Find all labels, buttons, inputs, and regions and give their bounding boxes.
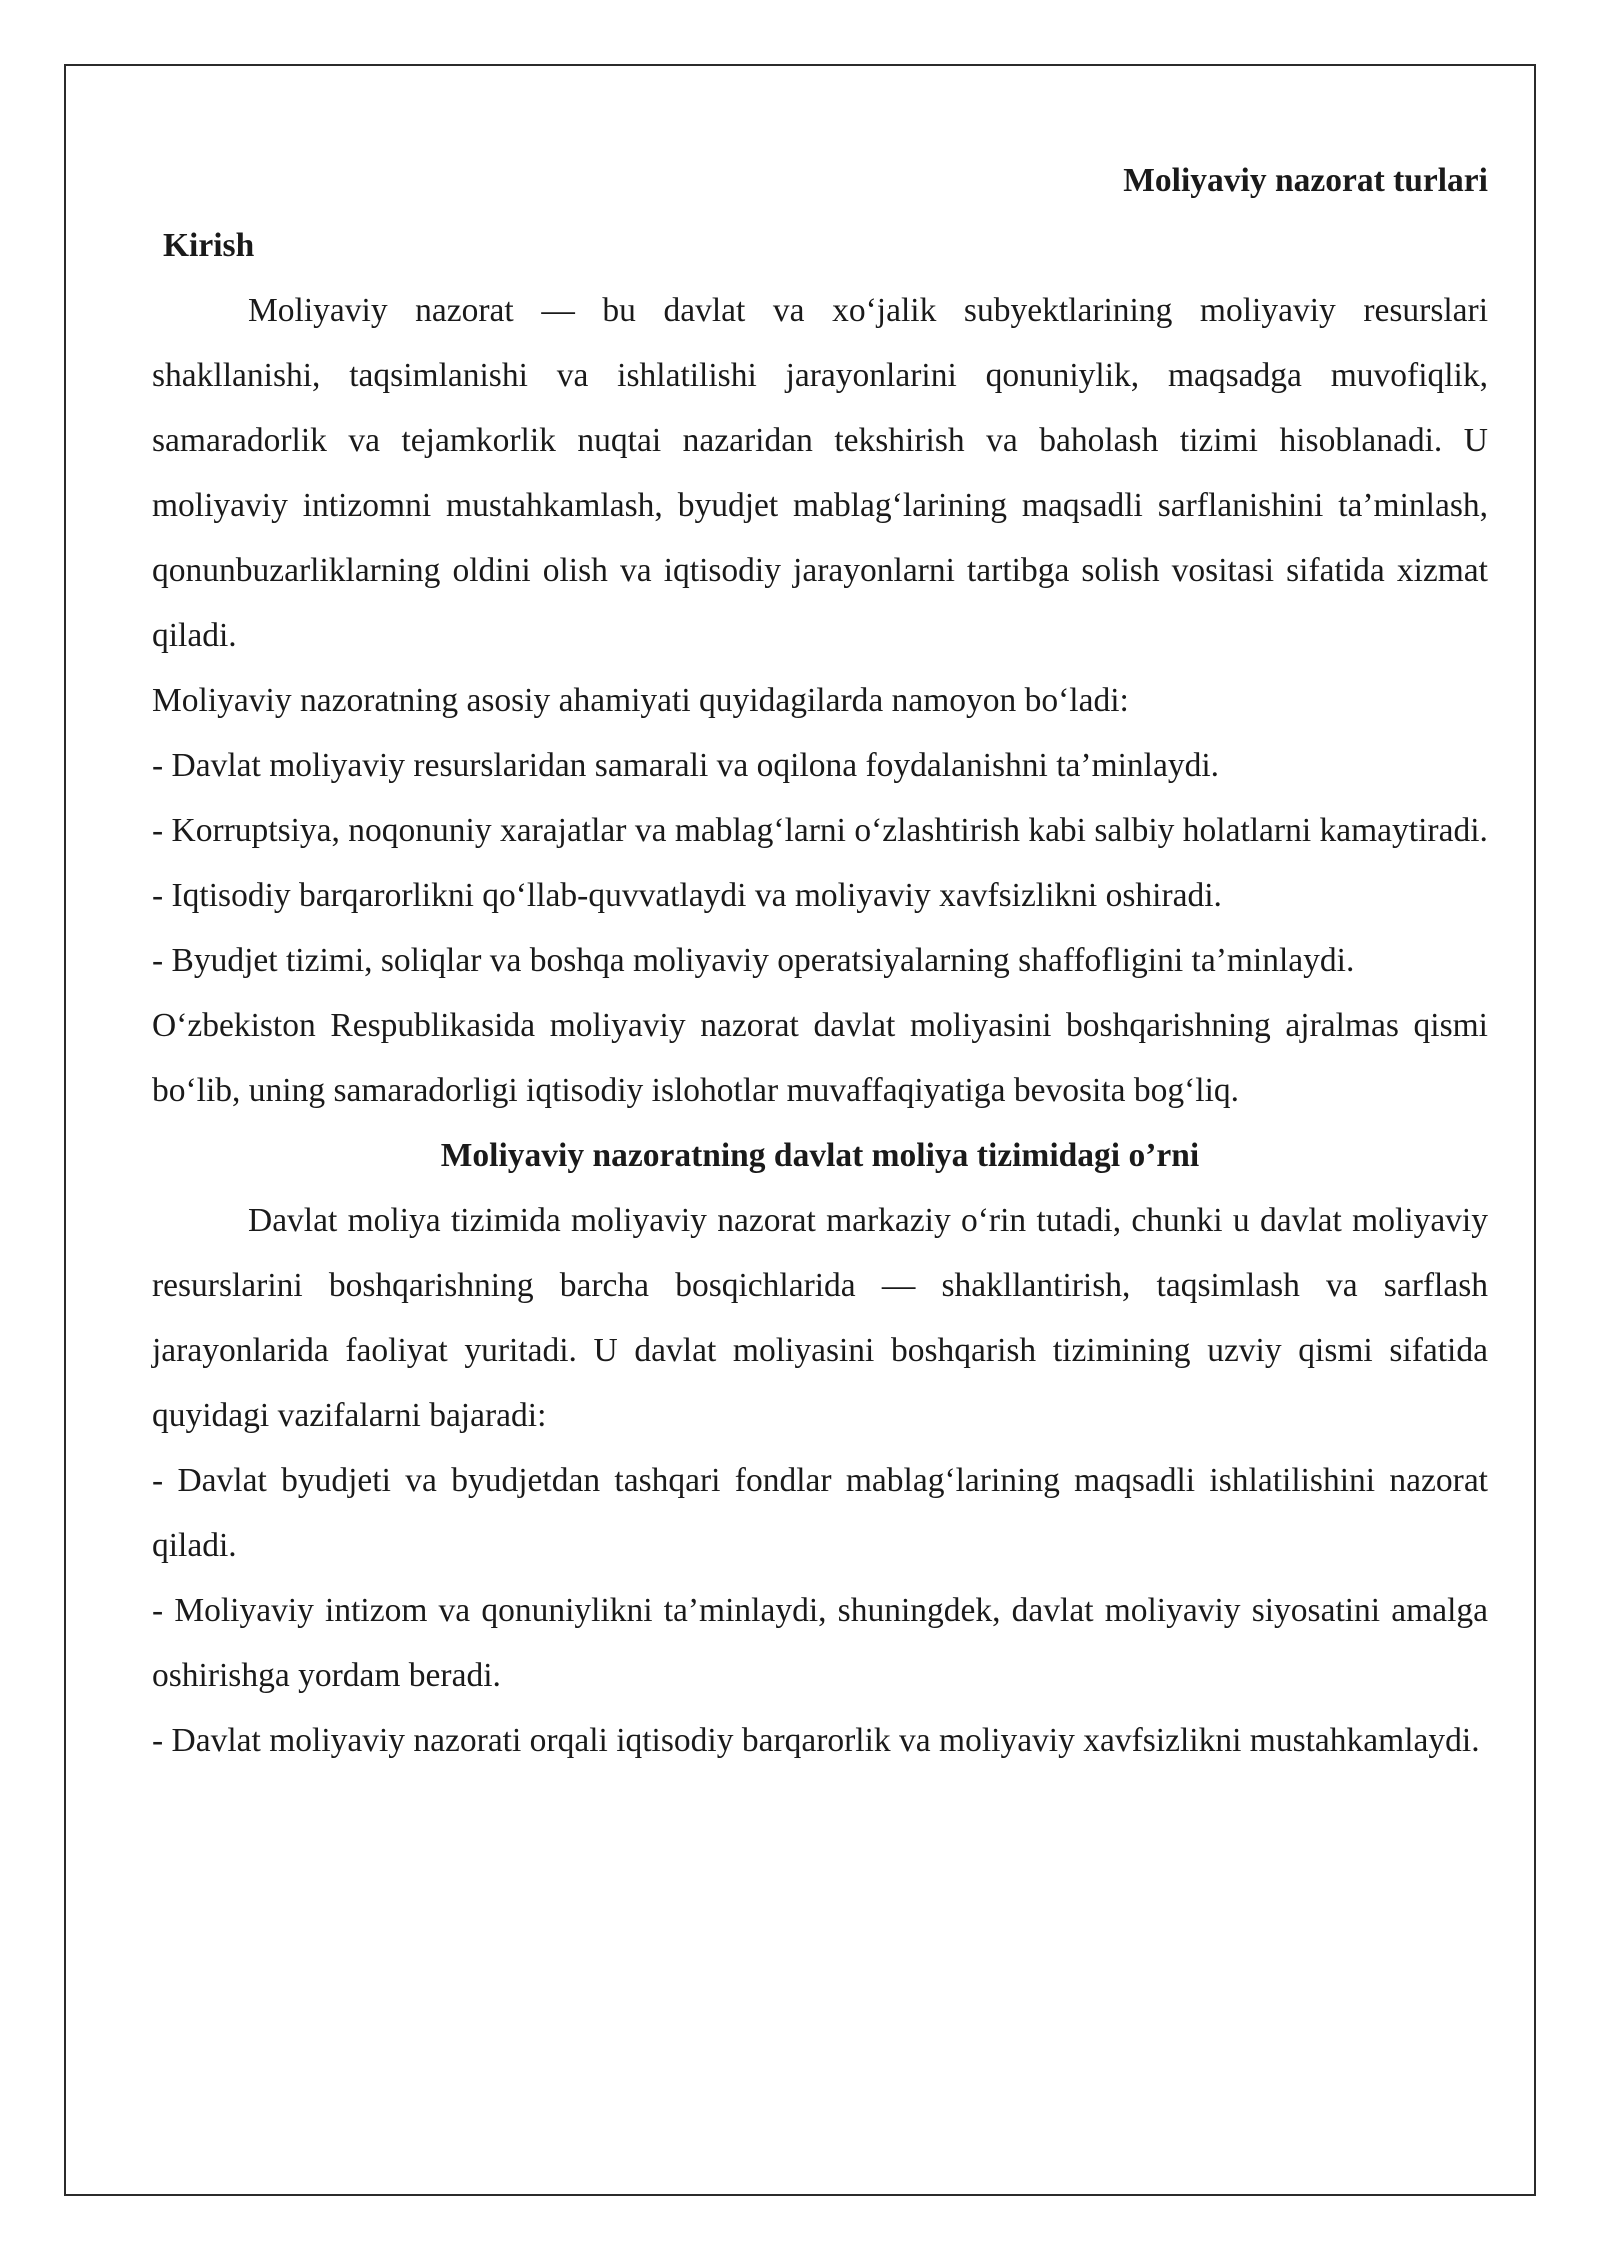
list-item: - Iqtisodiy barqarorlikni qo‘llab-quvvatlaydi va moliyaviy xavfsizlikni oshiradi. xyxy=(152,877,1222,914)
document-body xyxy=(152,148,1488,1773)
importance-lead: Moliyaviy nazoratning asosiy ahamiyati quyidagilarda namoyon bo‘ladi: xyxy=(152,682,1129,719)
section-paragraph: Davlat moliya tizimida moliyaviy nazorat markaziy o‘rin tutadi, chunki u davlat moliyaviy resurslarini boshqarishning barcha bosqichlarida — shakllantirish, taqsimlash va sarflash jarayonlarida faoliyat yuritadi. U davlat moliyasini boshqarish tizimining uzviy qismi sifatida quyidagi vazifalarni bajaradi: xyxy=(152,1202,1488,1434)
document-title: Moliyaviy nazorat turlari xyxy=(1123,162,1488,199)
list-item: - Moliyaviy intizom va qonuniylikni ta’minlaydi, shuningdek, davlat moliyaviy siyosatini amalga oshirishga yordam beradi. xyxy=(152,1592,1488,1694)
section-heading: Moliyaviy nazoratning davlat moliya tizimidagi o’rni xyxy=(440,1137,1200,1174)
list-item: - Davlat moliyaviy resurslaridan samarali va oqilona foydalanishni ta’minlaydi. xyxy=(152,747,1220,784)
intro-heading: Kirish xyxy=(163,227,255,264)
list-item: - Davlat byudjeti va byudjetdan tashqari fondlar mablag‘larining maqsadli ishlatilishini nazorat qiladi. xyxy=(152,1462,1488,1564)
intro-paragraph: Moliyaviy nazorat — bu davlat va xo‘jalik subyektlarining moliyaviy resurslari shakllanishi, taqsimlanishi va ishlatilishi jarayonlarini qonuniylik, maqsadga muvofiqlik, samaradorlik va tejamkorlik nuqtai nazaridan tekshirish va baholash tizimi hisoblanadi. U moliyaviy intizomni mustahkamlash, byudjet mablag‘larining maqsadli sarflanishini ta’minlash, qonunbuzarliklarning oldini olish va iqtisodiy jarayonlarni tartibga solish vositasi sifatida xizmat qiladi. xyxy=(152,292,1488,654)
list-item: - Byudjet tizimi, soliqlar va boshqa moliyaviy operatsiyalarning shaffofligini ta’minlaydi. xyxy=(152,942,1355,979)
uzbekistan-paragraph: O‘zbekiston Respublikasida moliyaviy nazorat davlat moliyasini boshqarishning ajralmas qismi bo‘lib, uning samaradorligi iqtisodiy islohotlar muvaffaqiyatiga bevosita bog‘liq. xyxy=(152,1007,1488,1109)
list-item: - Davlat moliyaviy nazorati orqali iqtisodiy barqarorlik va moliyaviy xavfsizlikni mustahkamlaydi. xyxy=(152,1722,1480,1759)
list-item: - Korruptsiya, noqonuniy xarajatlar va mablag‘larni o‘zlashtirish kabi salbiy holatlarni kamaytiradi. xyxy=(152,812,1488,849)
